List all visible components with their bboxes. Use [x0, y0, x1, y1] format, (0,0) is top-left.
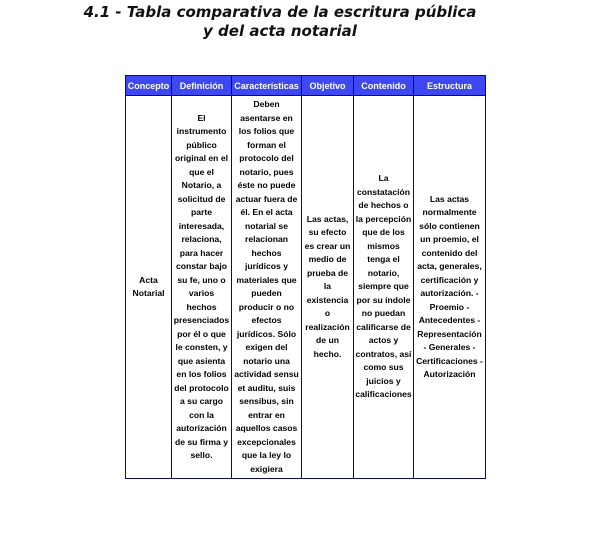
cell-objetivo-text: Las actas, su efecto es crear un medio de prueba de la existencia o realización de un hecho.	[304, 213, 351, 359]
table-row	[126, 96, 486, 479]
cell-caracteristicas	[232, 96, 302, 479]
page-subtitle: y del acta notarial	[203, 22, 357, 40]
header-estructura: Estructura	[414, 76, 486, 96]
header-caracteristicas: Características	[232, 76, 302, 96]
comparison-table	[125, 75, 486, 479]
header-definicion: Definición	[172, 76, 232, 96]
cell-caracteristicas-text: Deben asentarse en los folios que forman el protocolo del notario, pues éste no puede actuar fuera de él. En el acta notarial se relacionan hechos jurídicos y materiales que pueden producir o no efectos jurídicos. Sólo exigen del notario una actividad sensu et auditu, suis sensibus, sin entrar en aquellos casos excepcionales que la ley lo exigiera	[234, 99, 299, 474]
header-contenido: Contenido	[354, 76, 414, 96]
page-title: 4.1 - Tabla comparativa de la escritura pública	[83, 3, 477, 21]
cell-definicion	[172, 96, 232, 479]
header-objetivo: Objetivo	[302, 76, 354, 96]
cell-definicion-text: El instrumento público original en el que el Notario, a solicitud de parte interesada, relaciona, para hacer constar bajo su fe, uno o varios hechos presenciados por él o que le consten, y que asienta en los folios del protocolo a su cargo con la autorización de su firma y sello.	[173, 112, 230, 460]
cell-estructura-text: Las actas normalmente sólo contienen un proemio, el contenido del acta, generales, certificación y autorización. - Proemio - Antecedentes - Representación - Generales - Certificaciones - Autorización	[416, 193, 483, 379]
cell-contenido	[354, 96, 414, 479]
cell-contenido-text: La constatación de hechos o la percepción que de los mismos tenga el notario, siempre que por su índole no puedan calificarse de actos y contratos, así como sus juicios y calificaciones	[355, 173, 412, 400]
cell-estructura	[414, 96, 486, 479]
cell-objetivo	[302, 96, 354, 479]
cell-concepto	[126, 96, 172, 479]
table-header-row	[126, 76, 486, 96]
header-concepto: Concepto	[126, 76, 172, 96]
cell-concepto-text: Acta Notarial	[132, 274, 165, 298]
